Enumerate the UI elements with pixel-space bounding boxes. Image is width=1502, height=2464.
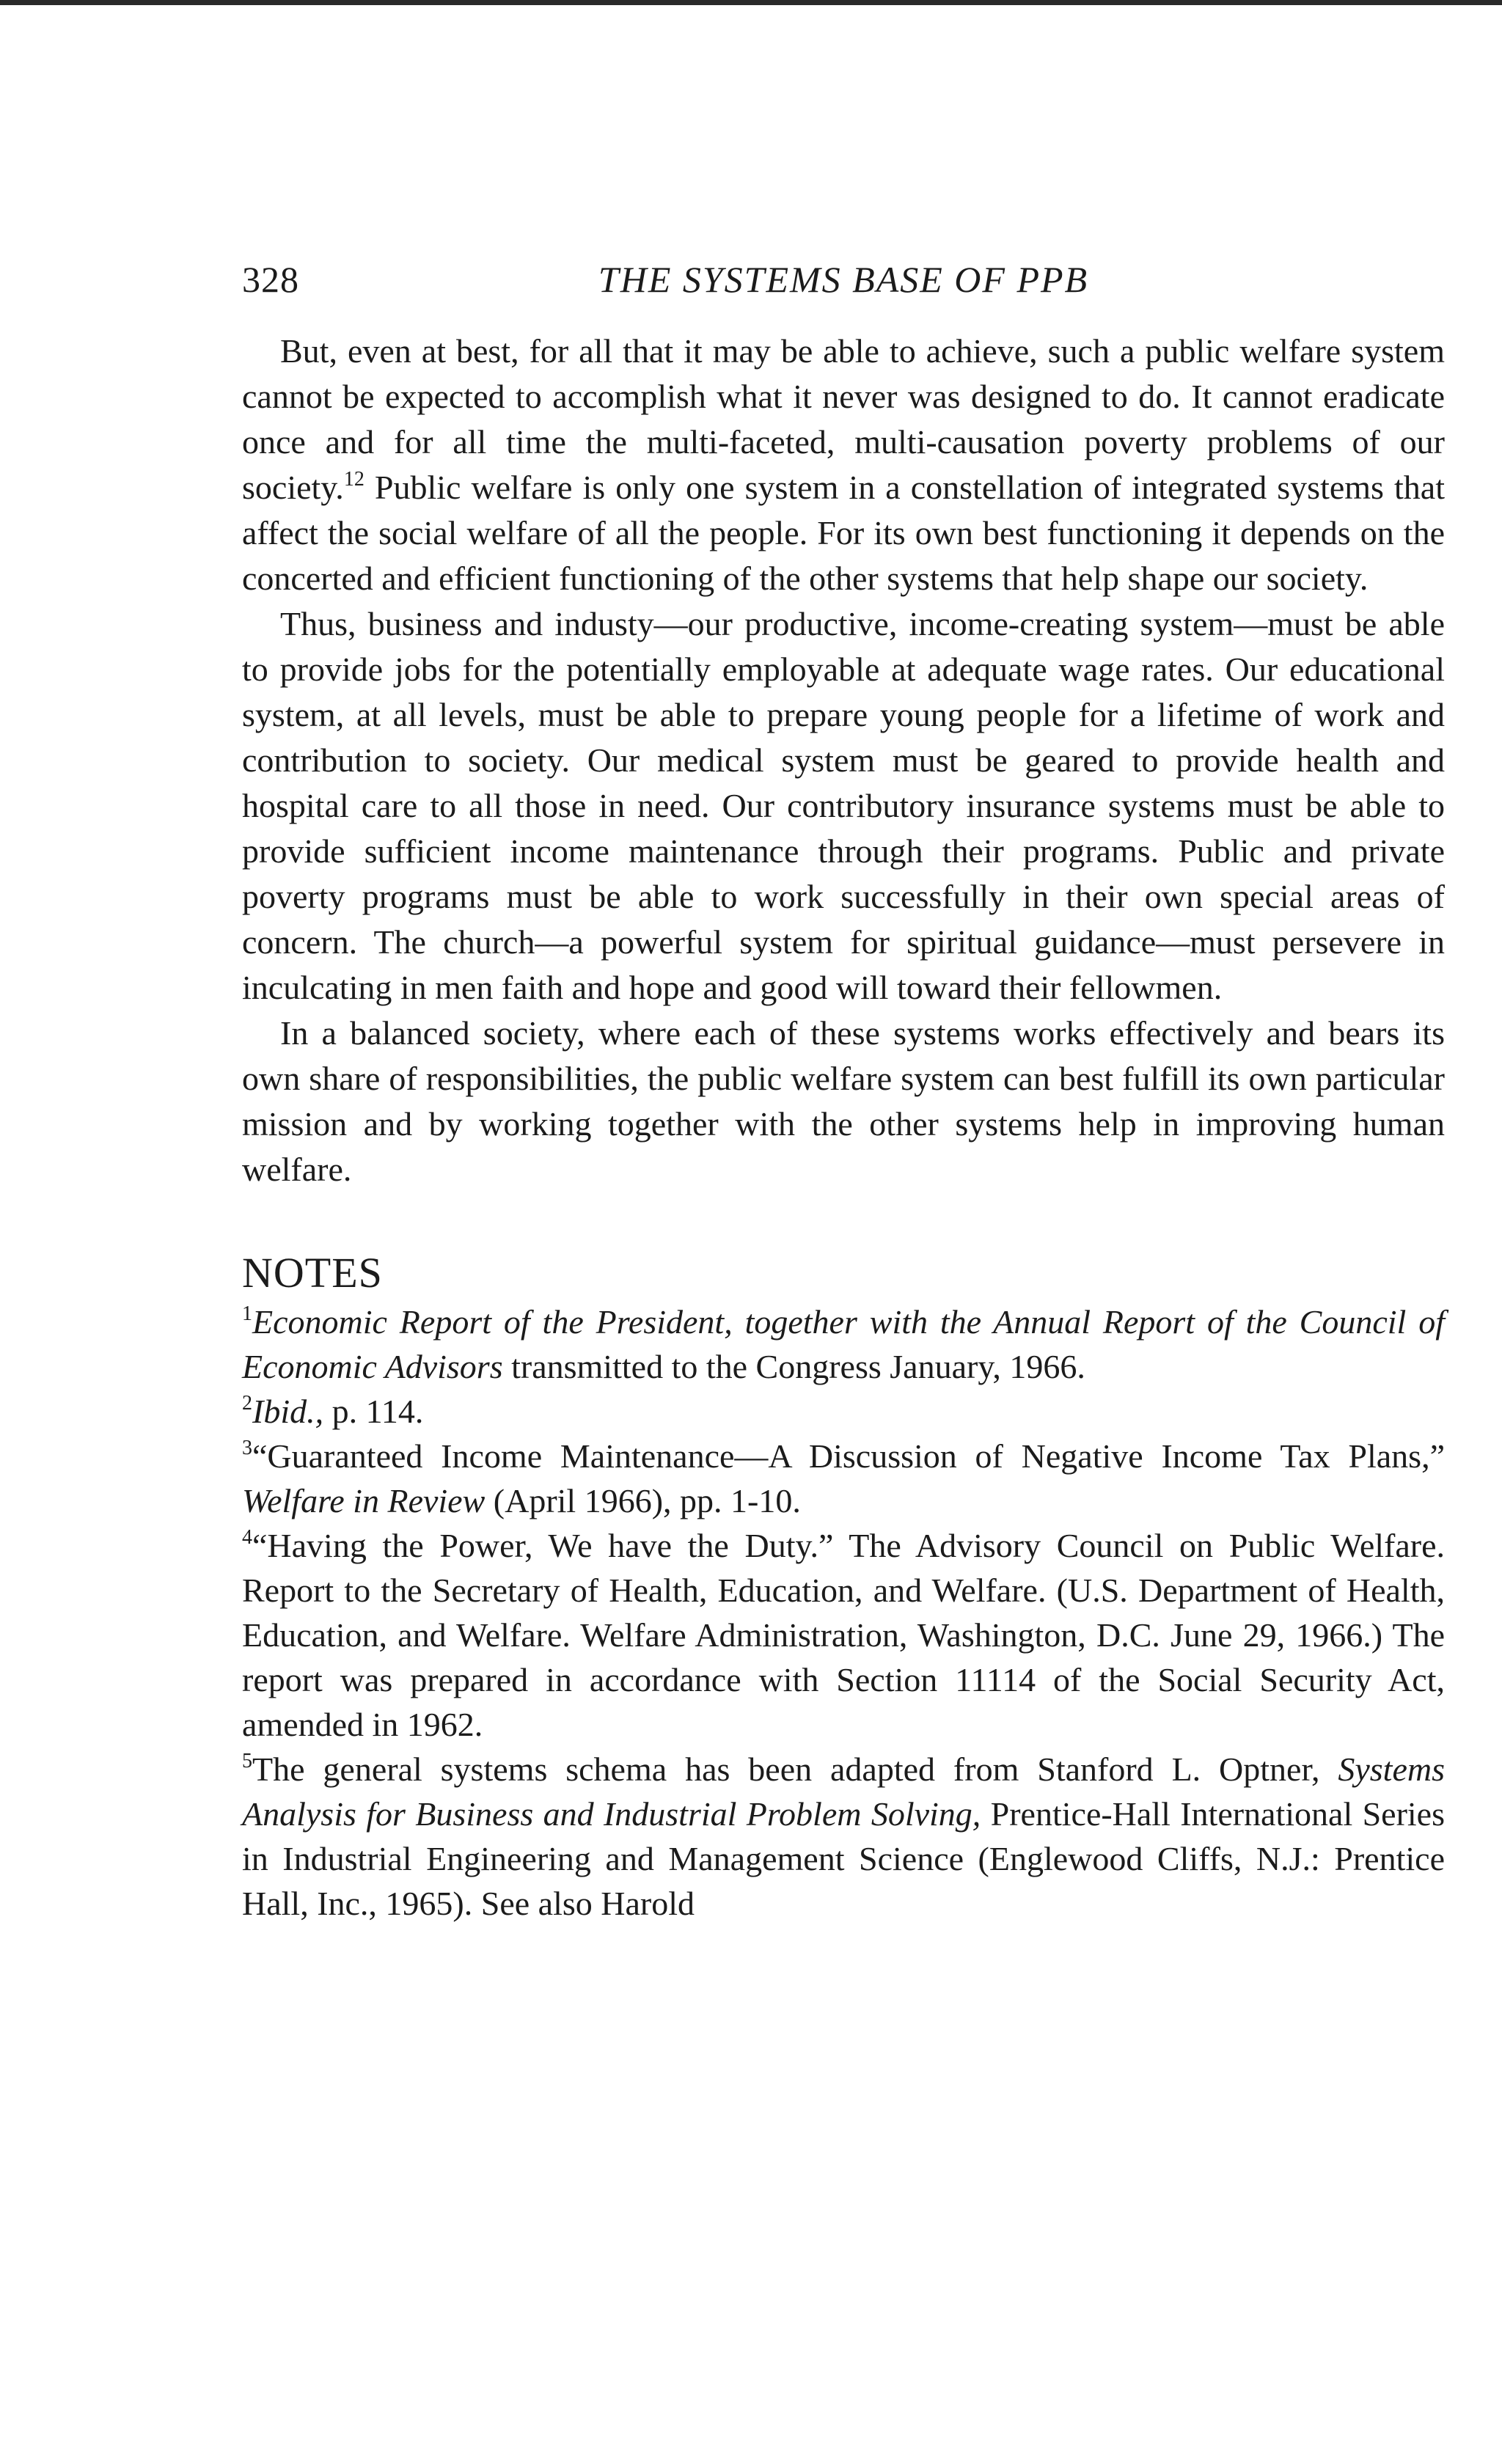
note-3-text-b: (April 1966), pp. 1-10. bbox=[485, 1482, 801, 1519]
note-5-text-a: The general systems schema has been adapted from Stanford L. Optner, bbox=[252, 1750, 1338, 1788]
p1-text-b: Public welfare is only one system in a constellation of integrated systems that affect the social welfare of all the people. For its own best functioning it depends on the concerted and efficient functioning of the other systems that help shape our society. bbox=[242, 469, 1445, 597]
p1-text-a: But, even at best, for all that it may be able to achieve, such a public welfare system cannot be expected to accomplish what it never was designed to do. It cannot eradicate once and for all time the multi-faceted, multi-causation poverty problems of our society. bbox=[242, 332, 1445, 506]
note-5 bbox=[242, 1747, 1445, 1926]
note-2-number: 2 bbox=[242, 1392, 252, 1415]
note-3-number: 3 bbox=[242, 1437, 252, 1459]
note-5-text-b: Prentice-Hall International Series in Industrial Engineering and Management Science (Englewood Cliffs, N.J.: Prentice Hall, Inc., 1965). See also Harold bbox=[242, 1795, 1445, 1922]
footnote-ref-12: 12 bbox=[343, 468, 364, 491]
top-edge-rule bbox=[0, 0, 1502, 5]
note-1 bbox=[242, 1299, 1445, 1389]
note-1-text: transmitted to the Congress January, 1966. bbox=[502, 1348, 1085, 1385]
body-paragraph-2: Thus, business and industy—our productive, income-creating system—must be able to provide jobs for the potentially employable at adequate wage rates. Our educational system, at all levels, must be able to prepare young people for a lifetime of work and contribution to society. Our medical system must be geared to provide health and hospital care to all those in need. Our contributory insurance systems must be able to provide sufficient income maintenance through their programs. Public and private poverty programs must be able to work successfully in their own special areas of concern. The church—a powerful system for spiritual guidance—must persevere in inculcating in men faith and hope and good will toward their fellowmen. bbox=[242, 605, 1445, 1006]
running-header bbox=[242, 258, 1445, 302]
note-5-number: 5 bbox=[242, 1750, 252, 1772]
note-5-book-title: Systems Analysis for Business and Industrial Problem Solving, bbox=[242, 1750, 1445, 1833]
note-2-text: p. 114. bbox=[323, 1393, 424, 1430]
note-2 bbox=[242, 1389, 1445, 1434]
running-title: THE SYSTEMS BASE OF PPB bbox=[598, 259, 1089, 300]
note-4 bbox=[242, 1523, 1445, 1747]
note-3-text-a: “Guaranteed Income Maintenance—A Discussion of Negative Income Tax Plans,” bbox=[252, 1437, 1445, 1475]
body-paragraph-3: In a balanced society, where each of these systems works effectively and bears its own share of responsibilities, the public welfare system can best fulfill its own particular mission and by working together with the other systems help in improving human welfare. bbox=[242, 1014, 1445, 1188]
notes-heading: NOTES bbox=[242, 1249, 383, 1297]
note-3-journal: Welfare in Review bbox=[242, 1482, 486, 1519]
body-paragraph-1 bbox=[242, 329, 1445, 601]
note-4-text: “Having the Power, We have the Duty.” The Advisory Council on Public Welfare. Report to the Secretary of Health, Education, and Welfare. (U.S. Department of Health, Education, and Welfare. Welfare Administration, Washington, D.C. June 29, 1966.) The report was prepared in accordance with Section 11114 of the Social Security Act, amended in 1962. bbox=[242, 1527, 1445, 1743]
note-3 bbox=[242, 1434, 1445, 1523]
note-4-number: 4 bbox=[242, 1526, 252, 1549]
page-number: 328 bbox=[242, 259, 299, 300]
note-2-ibid: Ibid., bbox=[252, 1393, 324, 1430]
page-text bbox=[242, 329, 1445, 1926]
note-1-number: 1 bbox=[242, 1302, 252, 1325]
note-1-title: Economic Report of the President, together with the Annual Report of the Council of Economic Advisors bbox=[242, 1303, 1445, 1385]
